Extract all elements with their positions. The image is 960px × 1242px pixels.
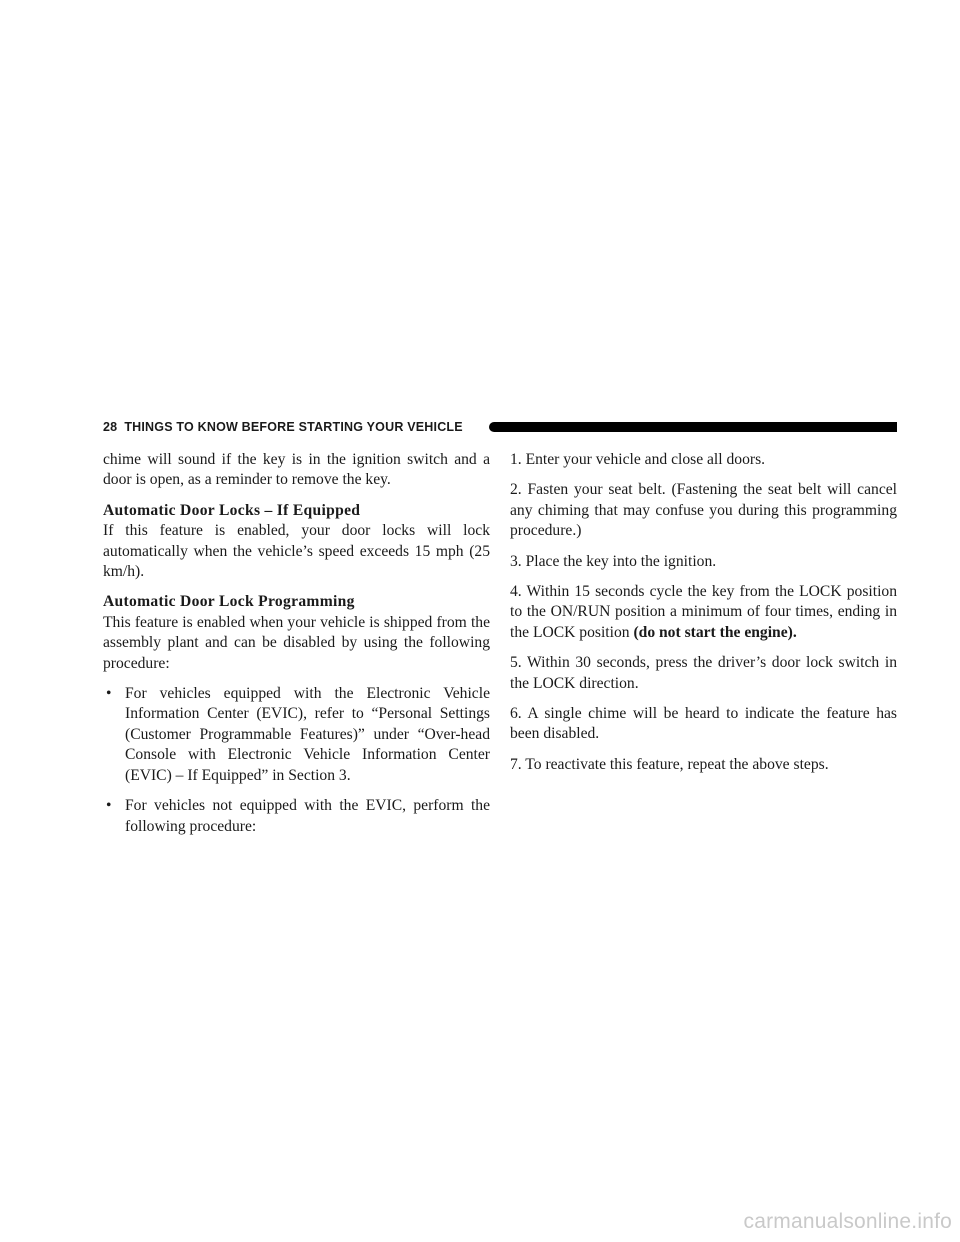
section-body-automatic-door-locks: If this feature is enabled, your door locks will lock automatically when the vehicle’s speed exceeds 15 mph (25 km/h). xyxy=(103,522,490,581)
step-4-text: 4. Within 15 seconds cycle the key from the LOCK position to the ON/RUN position a minimum of four times, ending in the LOCK position xyxy=(510,583,897,641)
step-7: 7. To reactivate this feature, repeat the above steps. xyxy=(510,755,829,773)
step-5: 5. Within 30 seconds, press the driver’s door lock switch in the LOCK direction. xyxy=(510,654,897,692)
left-column xyxy=(103,450,490,847)
bullet-text: For vehicles equipped with the Electronic Vehicle Information Center (EVIC), refer to “Personal Settings (Customer Programmable Features)” under “Over-head Console with Electronic Vehicle Information Center (EVIC) – If Equipped” in Section 3. xyxy=(125,685,490,784)
step-3: 3. Place the key into the ignition. xyxy=(510,552,717,570)
bullet-mark: • xyxy=(106,797,112,815)
page-number: 28 xyxy=(103,420,118,434)
section-body-door-lock-programming: This feature is enabled when your vehicle is shipped from the assembly plant and can be disabled by using the following procedure: xyxy=(103,613,490,672)
page-header xyxy=(103,418,897,440)
intro-paragraph: chime will sound if the key is in the ignition switch and a door is open, as a reminder to remove the key. xyxy=(103,451,490,489)
section-heading-automatic-door-locks: Automatic Door Locks – If Equipped xyxy=(103,501,361,519)
header-rule xyxy=(489,422,897,432)
section-heading-door-lock-programming: Automatic Door Lock Programming xyxy=(103,593,355,611)
bullet-item xyxy=(103,684,490,786)
header-text xyxy=(103,420,463,434)
right-column xyxy=(510,450,897,785)
step-1: 1. Enter your vehicle and close all doors. xyxy=(510,451,766,468)
watermark: carmanualsonline.info xyxy=(743,1210,952,1233)
step-4 xyxy=(510,582,897,643)
step-6: 6. A single chime will be heard to indicate the feature has been disabled. xyxy=(510,705,897,743)
section-title: THINGS TO KNOW BEFORE STARTING YOUR VEHICLE xyxy=(124,420,463,434)
step-4-warning: (do not start the engine). xyxy=(633,623,797,641)
bullet-mark: • xyxy=(106,685,112,703)
bullet-text: For vehicles not equipped with the EVIC, perform the following procedure: xyxy=(125,797,490,835)
bullet-item xyxy=(103,796,490,837)
step-2: 2. Fasten your seat belt. (Fastening the seat belt will cancel any chiming that may confuse you during this programming procedure.) xyxy=(510,481,897,540)
